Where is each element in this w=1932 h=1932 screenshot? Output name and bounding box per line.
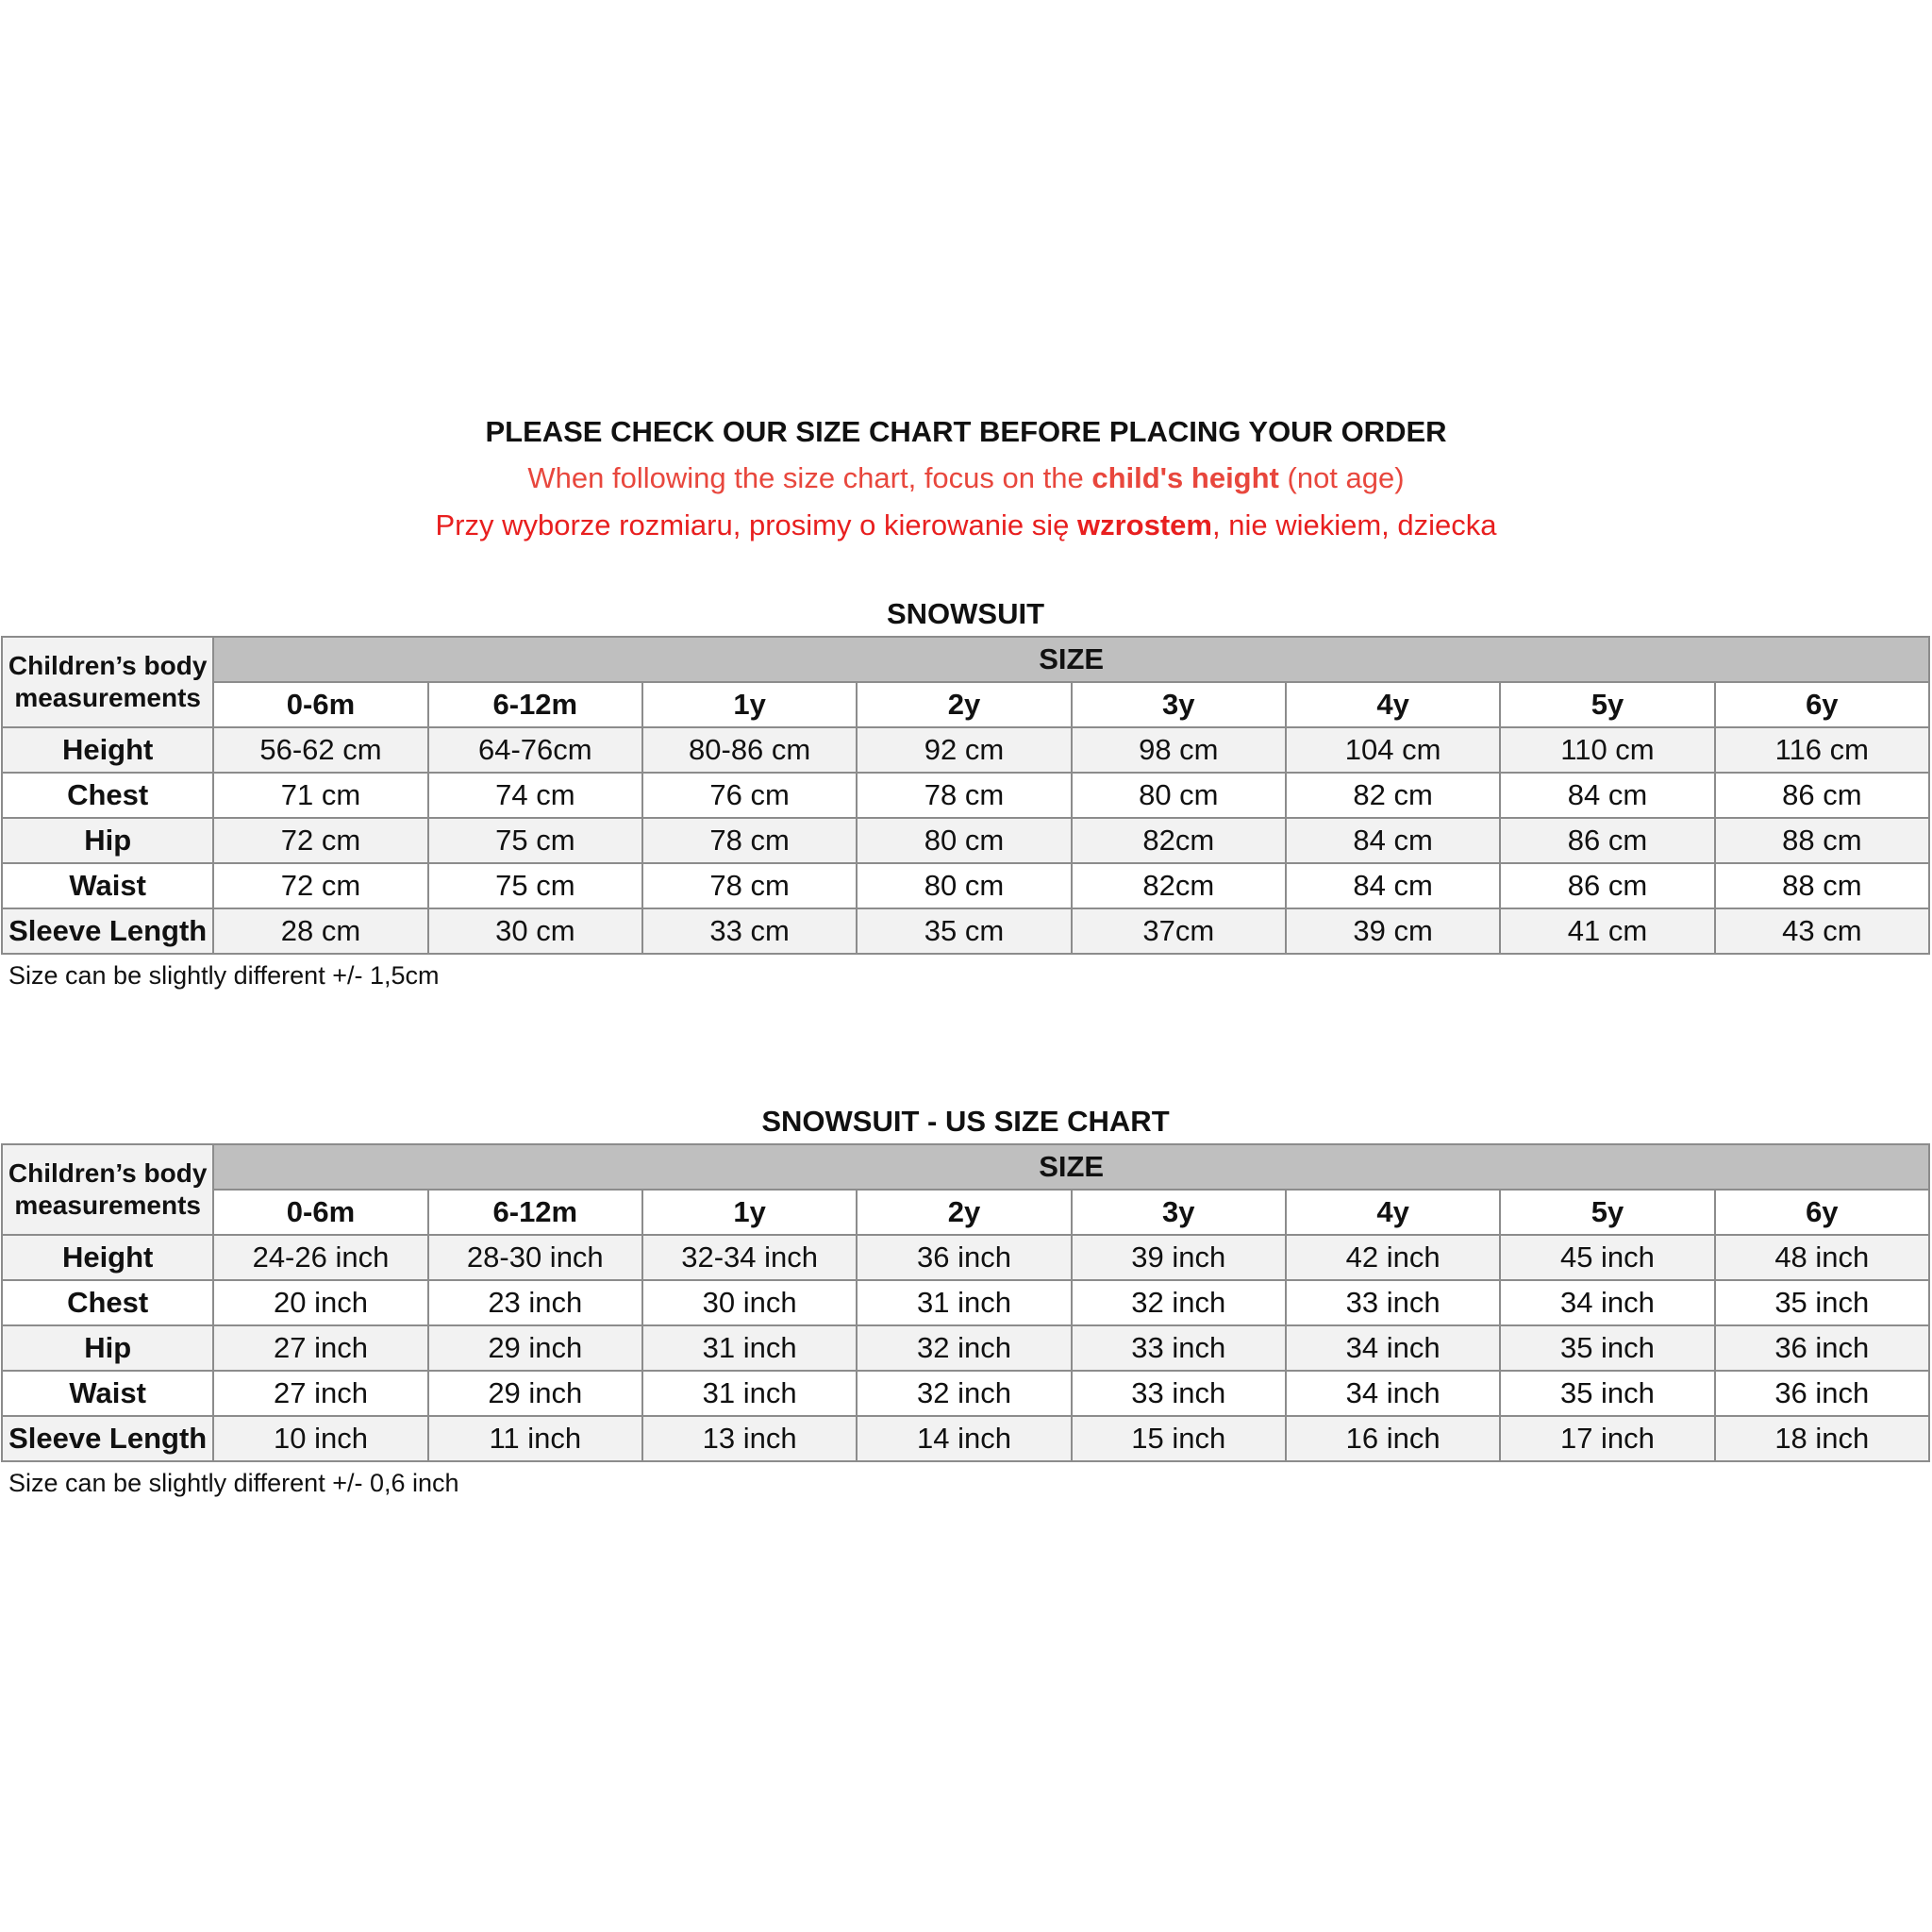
- table-cell: 39 inch: [1072, 1235, 1286, 1280]
- table-cell: 15 inch: [1072, 1416, 1286, 1461]
- table-cell: 30 cm: [428, 908, 642, 954]
- table-cell: 11 inch: [428, 1416, 642, 1461]
- table-cell: 82cm: [1072, 818, 1286, 863]
- table-cell: 31 inch: [642, 1325, 857, 1371]
- table-cell: 36 inch: [857, 1235, 1071, 1280]
- table-cell: 84 cm: [1286, 818, 1500, 863]
- table-cell: 32 inch: [857, 1371, 1071, 1416]
- table-cell: 34 inch: [1500, 1280, 1714, 1325]
- size-column-header: 6y: [1715, 1190, 1929, 1235]
- row-label: Chest: [2, 773, 213, 818]
- size-column-header: 6-12m: [428, 1190, 642, 1235]
- table-cell: 75 cm: [428, 818, 642, 863]
- table-title: SNOWSUIT: [886, 597, 1045, 630]
- table-cell: 35 inch: [1500, 1371, 1714, 1416]
- table-cell: 78 cm: [857, 773, 1071, 818]
- table-cell: 42 inch: [1286, 1235, 1500, 1280]
- table-cell: 92 cm: [857, 727, 1071, 773]
- table-cell: 31 inch: [857, 1280, 1071, 1325]
- row-label: Hip: [2, 818, 213, 863]
- size-column-header: 1y: [642, 1190, 857, 1235]
- table-cell: 39 cm: [1286, 908, 1500, 954]
- table-cell: 72 cm: [213, 818, 427, 863]
- table-cell: 88 cm: [1715, 818, 1929, 863]
- height-advice-polish-pre: Przy wyborze rozmiaru, prosimy o kierowanie się: [435, 508, 1077, 541]
- table-row: [2, 1235, 1929, 1280]
- table-cell: 84 cm: [1286, 863, 1500, 908]
- table-cell: 86 cm: [1500, 818, 1714, 863]
- size-column-header: 2y: [857, 1190, 1071, 1235]
- table-cell: 27 inch: [213, 1371, 427, 1416]
- size-column-header: 3y: [1072, 1190, 1286, 1235]
- table-cell: 43 cm: [1715, 908, 1929, 954]
- table-cell: 80 cm: [857, 863, 1071, 908]
- table-cell: 34 inch: [1286, 1325, 1500, 1371]
- table-cell: 36 inch: [1715, 1371, 1929, 1416]
- size-tolerance-note: Size can be slightly different +/- 0,6 inch: [8, 1469, 459, 1497]
- table-row: [2, 1416, 1929, 1461]
- table-cell: 80-86 cm: [642, 727, 857, 773]
- table-cell: 33 cm: [642, 908, 857, 954]
- table-cell: 29 inch: [428, 1325, 642, 1371]
- table-cell: 13 inch: [642, 1416, 857, 1461]
- table-cell: 28-30 inch: [428, 1235, 642, 1280]
- measurements-header: Children’s body measurements: [2, 1144, 213, 1235]
- row-label: Sleeve Length: [2, 1416, 213, 1461]
- row-label: Waist: [2, 1371, 213, 1416]
- size-column-header: 5y: [1500, 1190, 1714, 1235]
- table-row: [2, 908, 1929, 954]
- table-cell: 88 cm: [1715, 863, 1929, 908]
- snowsuit-metric-section: [0, 595, 1932, 991]
- table-cell: 24-26 inch: [213, 1235, 427, 1280]
- row-label: Chest: [2, 1280, 213, 1325]
- table-cell: 32 inch: [857, 1325, 1071, 1371]
- table-cell: 35 cm: [857, 908, 1071, 954]
- table-cell: 116 cm: [1715, 727, 1929, 773]
- table-cell: 45 inch: [1500, 1235, 1714, 1280]
- row-label: Sleeve Length: [2, 908, 213, 954]
- table-cell: 29 inch: [428, 1371, 642, 1416]
- size-tolerance-note: Size can be slightly different +/- 1,5cm: [8, 961, 440, 990]
- table-cell: 78 cm: [642, 863, 857, 908]
- table-cell: 80 cm: [857, 818, 1071, 863]
- measurements-header: Children’s body measurements: [2, 637, 213, 727]
- size-header: SIZE: [213, 637, 1929, 682]
- size-column-header: 5y: [1500, 682, 1714, 727]
- table-cell: 18 inch: [1715, 1416, 1929, 1461]
- table-cell: 104 cm: [1286, 727, 1500, 773]
- height-advice-english: [0, 459, 1932, 497]
- size-chart-warning: PLEASE CHECK OUR SIZE CHART BEFORE PLACING YOUR ORDER: [485, 415, 1447, 448]
- table-cell: 34 inch: [1286, 1371, 1500, 1416]
- snowsuit-us-section: [0, 1103, 1932, 1499]
- table-cell: 30 inch: [642, 1280, 857, 1325]
- size-column-header: 6-12m: [428, 682, 642, 727]
- height-advice-english-post: (not age): [1278, 461, 1405, 494]
- table-row: [2, 1280, 1929, 1325]
- table-cell: 27 inch: [213, 1325, 427, 1371]
- table-cell: 28 cm: [213, 908, 427, 954]
- table-cell: 64-76cm: [428, 727, 642, 773]
- table-row: [2, 863, 1929, 908]
- table-cell: 72 cm: [213, 863, 427, 908]
- height-advice-polish-post: , nie wiekiem, dziecka: [1211, 508, 1497, 541]
- table-cell: 48 inch: [1715, 1235, 1929, 1280]
- row-label: Waist: [2, 863, 213, 908]
- table-cell: 16 inch: [1286, 1416, 1500, 1461]
- table-cell: 14 inch: [857, 1416, 1071, 1461]
- table-title: SNOWSUIT - US SIZE CHART: [761, 1105, 1170, 1138]
- snowsuit-size-table: [1, 636, 1930, 955]
- table-cell: 31 inch: [642, 1371, 857, 1416]
- table-row: [2, 1325, 1929, 1371]
- table-cell: 86 cm: [1715, 773, 1929, 818]
- size-column-header: 1y: [642, 682, 857, 727]
- height-advice-english-pre: When following the size chart, focus on the: [527, 461, 1092, 494]
- height-advice-english-bold: child's height: [1091, 461, 1279, 494]
- size-header: SIZE: [213, 1144, 1929, 1190]
- table-row: [2, 773, 1929, 818]
- size-column-header: 6y: [1715, 682, 1929, 727]
- table-cell: 33 inch: [1286, 1280, 1500, 1325]
- table-cell: 86 cm: [1500, 863, 1714, 908]
- size-column-header: 2y: [857, 682, 1071, 727]
- table-row: [2, 1371, 1929, 1416]
- table-cell: 78 cm: [642, 818, 857, 863]
- size-column-header: 3y: [1072, 682, 1286, 727]
- table-cell: 37cm: [1072, 908, 1286, 954]
- table-cell: 74 cm: [428, 773, 642, 818]
- table-cell: 110 cm: [1500, 727, 1714, 773]
- table-cell: 10 inch: [213, 1416, 427, 1461]
- table-row: [2, 727, 1929, 773]
- size-column-header: 0-6m: [213, 682, 427, 727]
- table-cell: 41 cm: [1500, 908, 1714, 954]
- table-cell: 82 cm: [1286, 773, 1500, 818]
- size-column-header: 0-6m: [213, 1190, 427, 1235]
- table-cell: 20 inch: [213, 1280, 427, 1325]
- table-cell: 32-34 inch: [642, 1235, 857, 1280]
- size-column-header: 4y: [1286, 682, 1500, 727]
- table-cell: 36 inch: [1715, 1325, 1929, 1371]
- table-cell: 33 inch: [1072, 1325, 1286, 1371]
- table-cell: 76 cm: [642, 773, 857, 818]
- height-advice-polish: [0, 507, 1932, 544]
- table-cell: 80 cm: [1072, 773, 1286, 818]
- table-cell: 17 inch: [1500, 1416, 1714, 1461]
- table-cell: 75 cm: [428, 863, 642, 908]
- table-cell: 35 inch: [1500, 1325, 1714, 1371]
- table-cell: 23 inch: [428, 1280, 642, 1325]
- table-cell: 56-62 cm: [213, 727, 427, 773]
- snowsuit-us-size-table: [1, 1143, 1930, 1462]
- table-cell: 71 cm: [213, 773, 427, 818]
- height-advice-polish-bold: wzrostem: [1077, 508, 1212, 541]
- table-cell: 98 cm: [1072, 727, 1286, 773]
- table-row: [2, 818, 1929, 863]
- row-label: Height: [2, 727, 213, 773]
- table-cell: 35 inch: [1715, 1280, 1929, 1325]
- table-cell: 33 inch: [1072, 1371, 1286, 1416]
- table-cell: 82cm: [1072, 863, 1286, 908]
- row-label: Hip: [2, 1325, 213, 1371]
- table-cell: 32 inch: [1072, 1280, 1286, 1325]
- table-cell: 84 cm: [1500, 773, 1714, 818]
- row-label: Height: [2, 1235, 213, 1280]
- size-column-header: 4y: [1286, 1190, 1500, 1235]
